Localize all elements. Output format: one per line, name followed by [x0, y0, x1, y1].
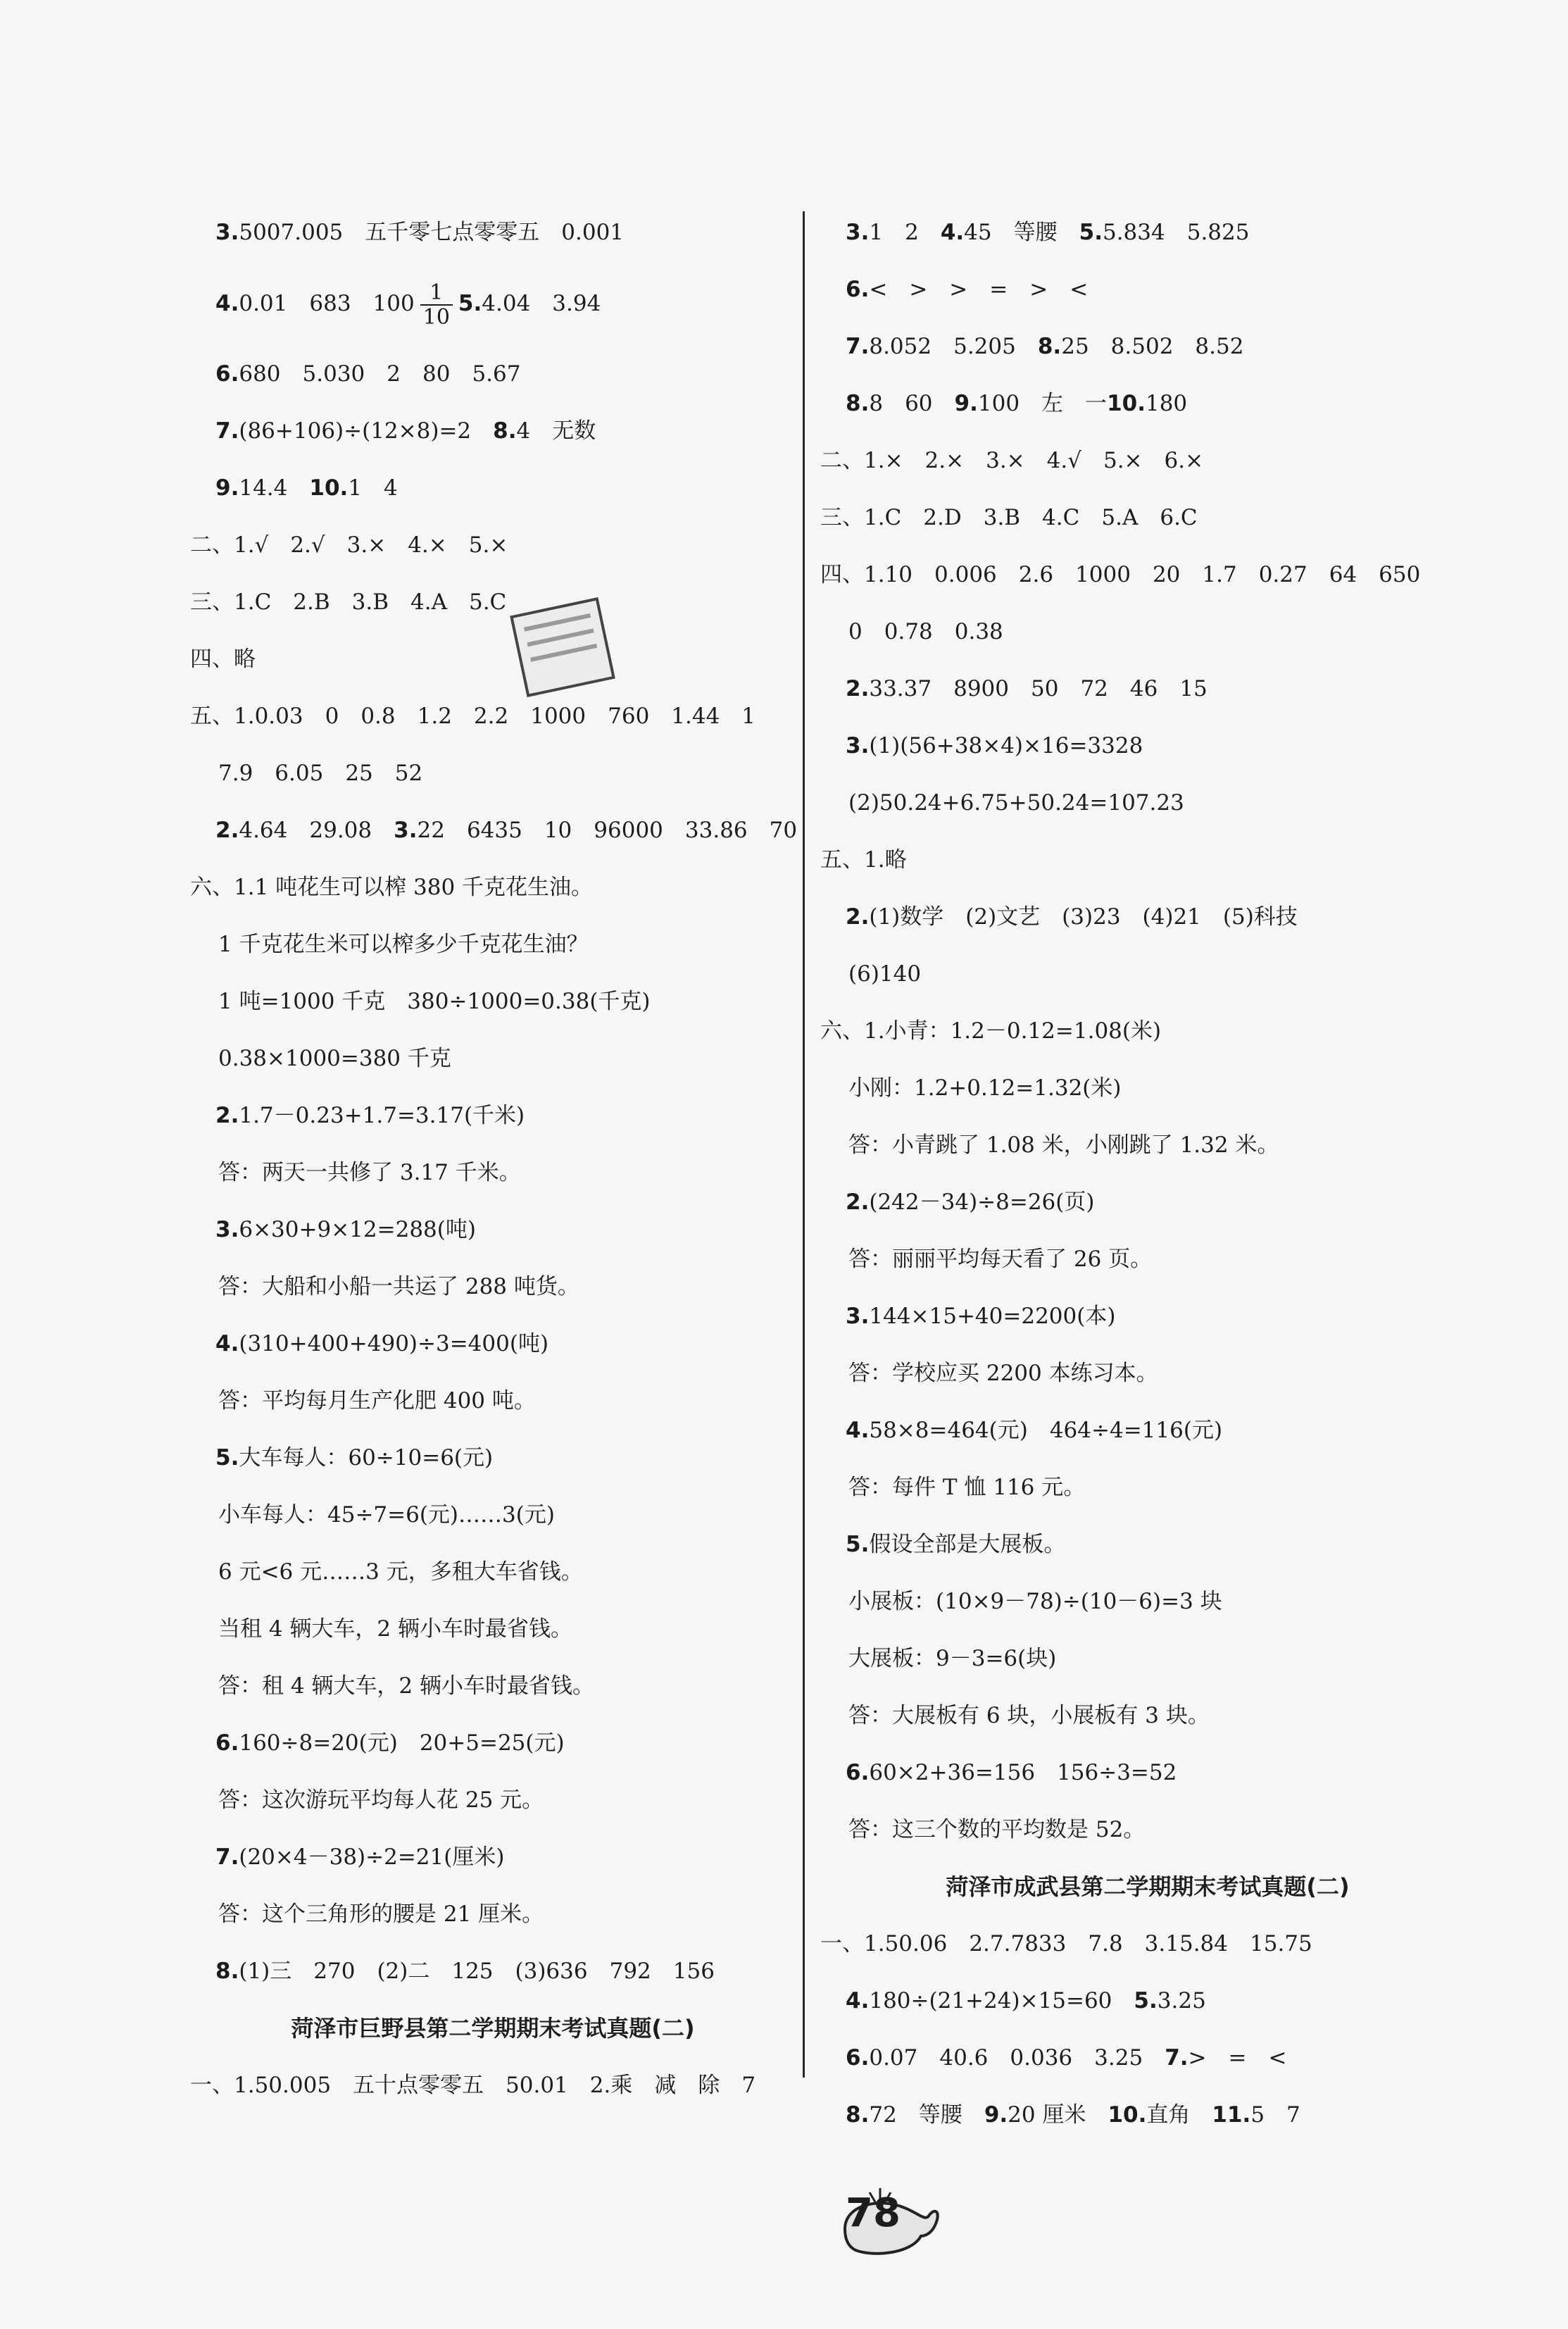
answer-text: 144×15+40=2200(本) — [869, 1304, 1116, 1329]
answer-text: (1)(56+38×4)×16=3328 — [869, 733, 1143, 758]
answer-line — [820, 718, 1475, 775]
answer-line: 1 吨=1000 千克 380÷1000=0.38(千克) — [218, 989, 651, 1014]
answer-line: 答：学校应买 2200 本练习本。 — [848, 1361, 1158, 1386]
answer-text: 8.052 5.205 — [869, 334, 1038, 359]
answer-text: 22 6435 10 96000 33.86 70 — [417, 818, 798, 843]
answer-text: 直角 — [1146, 2102, 1212, 2128]
answer-text: 14.4 — [239, 475, 310, 501]
answer-text: 5007.005 五千零七点零零五 0.001 — [239, 220, 625, 245]
answer-line: 二、1.√ 2.√ 3.× 4.× 5.× — [190, 532, 508, 558]
answer-line — [820, 2030, 1475, 2087]
question-number: 9. — [984, 2102, 1008, 2128]
answer-text: 45 等腰 — [964, 220, 1079, 245]
question-number: 8. — [846, 2102, 870, 2128]
answer-line — [190, 1201, 796, 1259]
answer-line: 答：大展板有 6 块，小展板有 3 块。 — [848, 1703, 1210, 1728]
answer-line: 答：租 4 辆大车，2 辆小车时最省钱。 — [218, 1673, 595, 1699]
answer-line: 三、1.C 2.D 3.B 4.C 5.A 6.C — [820, 505, 1198, 530]
question-number: 6. — [215, 361, 239, 387]
answer-text: 0.01 683 100 — [239, 291, 415, 316]
answer-text: 180÷(21+24)×15=60 — [869, 1988, 1134, 2013]
answer-line: 二、1.× 2.× 3.× 4.√ 5.× 6.× — [820, 448, 1204, 473]
answer-text: (310+400+490)÷3=400(吨) — [239, 1331, 549, 1356]
answer-text: 4.04 3.94 — [482, 291, 601, 316]
answer-line — [820, 1174, 1475, 1231]
answer-text: < > > = > < — [869, 277, 1089, 302]
answer-text: 大车每人：60÷10=6(元) — [239, 1445, 494, 1471]
answer-line — [190, 1430, 796, 1487]
question-number: 4. — [940, 220, 965, 245]
question-number: 11. — [1212, 2102, 1251, 2128]
answer-text: 20 厘米 — [1008, 2102, 1108, 2128]
answer-line — [820, 1744, 1475, 1802]
answer-text: 4 无数 — [516, 418, 596, 444]
answer-text: 58×8=464(元) 464÷4=116(元) — [869, 1418, 1223, 1443]
answer-line: 小刚：1.2+0.12=1.32(米) — [848, 1075, 1122, 1101]
answer-text: 180 — [1145, 391, 1188, 416]
answer-text: 1 4 — [348, 475, 398, 501]
answer-line: 1 千克花生米可以榨多少千克花生油？ — [218, 932, 589, 957]
question-number: 8. — [1037, 334, 1062, 359]
question-number: 9. — [215, 475, 239, 501]
answer-text: (1)三 270 (2)二 125 (3)636 792 156 — [239, 1959, 715, 1984]
left-column — [190, 204, 796, 2114]
answer-line: 小展板：(10×9－78)÷(10－6)=3 块 — [848, 1589, 1222, 1614]
question-number: 3. — [215, 220, 239, 245]
fraction-denominator: 10 — [422, 304, 450, 330]
answer-line: 三、1.C 2.B 3.B 4.A 5.C — [190, 589, 507, 615]
answer-text: (86+106)÷(12×8)=2 — [239, 418, 494, 444]
answer-text: (20×4－38)÷2=21(厘米) — [239, 1844, 505, 1870]
section-title: 菏泽市巨野县第二学期期末考试真题(二) — [291, 2015, 695, 2042]
answer-line: 0.38×1000=380 千克 — [218, 1046, 451, 1071]
answer-line: 四、略 — [190, 647, 256, 672]
answer-line: (6)140 — [848, 961, 922, 987]
answer-line — [190, 261, 796, 346]
answer-line — [820, 1516, 1475, 1573]
answer-text: 假设全部是大展板。 — [869, 1532, 1066, 1557]
answer-line: 0 0.78 0.38 — [848, 619, 1003, 644]
answer-line: 四、1.10 0.006 2.6 1000 20 1.7 0.27 64 650 — [820, 562, 1421, 587]
answer-line: 答：两天一共修了 3.17 千米。 — [218, 1160, 521, 1185]
answer-line — [190, 346, 796, 403]
answer-line: 五、1.0.03 0 0.8 1.2 2.2 1000 760 1.44 1 — [190, 704, 756, 729]
question-number: 5. — [846, 1532, 870, 1557]
answer-line: 答：平均每月生产化肥 400 吨。 — [218, 1388, 536, 1413]
answer-line: (2)50.24+6.75+50.24=107.23 — [848, 790, 1184, 816]
answer-line — [190, 403, 796, 460]
question-number: 5. — [1079, 220, 1103, 245]
answer-line — [820, 1288, 1475, 1345]
question-number: 3. — [846, 220, 870, 245]
answer-text: 8 60 — [869, 391, 955, 416]
question-number: 2. — [215, 1103, 239, 1128]
answer-line — [190, 1829, 796, 1886]
answer-line — [190, 204, 796, 261]
answer-line — [190, 1943, 796, 2000]
answer-text: 1 2 — [869, 220, 941, 245]
answer-text: 100 左 一 — [977, 391, 1108, 416]
answer-line: 当租 4 辆大车，2 辆小车时最省钱。 — [218, 1616, 573, 1642]
fraction-numerator: 1 — [420, 281, 453, 306]
section-title: 菏泽市成武县第二学期期末考试真题(二) — [946, 1873, 1350, 1900]
answer-line — [190, 460, 796, 517]
answer-line: 六、1.1 吨花生可以榨 380 千克花生油。 — [190, 875, 594, 900]
question-number: 7. — [846, 334, 870, 359]
answer-line — [820, 1402, 1475, 1459]
answer-line: 一、1.50.005 五十点零零五 50.01 2.乘 减 除 7 — [190, 2073, 756, 2098]
answer-text: 25 8.502 8.52 — [1061, 334, 1244, 359]
question-number: 5. — [1134, 1988, 1158, 2013]
question-number: 2. — [846, 1190, 870, 1215]
answer-text: 0.07 40.6 0.036 3.25 — [869, 2045, 1165, 2071]
answer-text: 160÷8=20(元) 20+5=25(元) — [239, 1730, 565, 1756]
answer-line — [190, 1087, 796, 1144]
answer-line: 答：每件 T 恤 116 元。 — [848, 1475, 1086, 1500]
question-number: 6. — [846, 2045, 870, 2071]
question-number: 6. — [846, 1760, 870, 1785]
question-number: 9. — [954, 391, 978, 416]
question-number: 2. — [846, 904, 870, 930]
column-divider — [803, 211, 805, 2078]
question-number: 5. — [215, 1445, 239, 1471]
answer-text: 3.25 — [1157, 1988, 1206, 2013]
answer-line: 7.9 6.05 25 52 — [218, 761, 423, 786]
question-number: 8. — [846, 391, 870, 416]
answer-line — [820, 375, 1475, 432]
answer-text: 680 5.030 2 80 5.67 — [239, 361, 521, 387]
question-number: 8. — [215, 1959, 239, 1984]
answer-text: 1.7－0.23+1.7=3.17(千米) — [239, 1103, 525, 1128]
question-number: 2. — [215, 818, 239, 843]
answer-text: 60×2+36=156 156÷3=52 — [869, 1760, 1177, 1785]
question-number: 3. — [394, 818, 418, 843]
answer-line: 答：这个三角形的腰是 21 厘米。 — [218, 1902, 544, 1927]
question-number: 4. — [215, 1331, 239, 1356]
question-number: 3. — [846, 733, 870, 758]
question-number: 8. — [493, 418, 517, 444]
answer-line — [820, 204, 1475, 261]
answer-text: (242－34)÷8=26(页) — [869, 1190, 1095, 1215]
answer-line: 五、1.略 — [820, 847, 907, 873]
answer-line: 小车每人：45÷7=6(元)……3(元) — [218, 1502, 555, 1528]
answer-line: 答：小青跳了 1.08 米，小刚跳了 1.32 米。 — [848, 1132, 1279, 1158]
page-number: 78 — [846, 2190, 901, 2236]
question-number: 7. — [215, 418, 239, 444]
question-number: 4. — [846, 1418, 870, 1443]
answer-line: 一、1.50.06 2.7.7833 7.8 3.15.84 15.75 — [820, 1931, 1312, 1956]
answer-line — [820, 2087, 1475, 2144]
answer-text: 72 等腰 — [869, 2102, 984, 2128]
fraction — [420, 281, 453, 329]
answer-line — [190, 1316, 796, 1373]
answer-line — [190, 802, 796, 859]
question-number: 3. — [215, 1217, 239, 1242]
answer-text: 6×30+9×12=288(吨) — [239, 1217, 476, 1242]
question-number: 7. — [215, 1844, 239, 1870]
answer-text: 4.64 29.08 — [239, 818, 394, 843]
question-number: 10. — [309, 475, 349, 501]
answer-line — [820, 318, 1475, 375]
answer-text: 5 7 — [1250, 2102, 1300, 2128]
question-number: 7. — [1165, 2045, 1188, 2071]
answer-text: 33.37 8900 50 72 46 15 — [869, 676, 1208, 701]
right-column — [820, 204, 1475, 2144]
answer-text: 5.834 5.825 — [1102, 220, 1250, 245]
answer-text: (1)数学 (2)文艺 (3)23 (4)21 (5)科技 — [869, 904, 1298, 930]
question-number: 6. — [215, 1730, 239, 1756]
answer-line — [820, 1973, 1475, 2030]
answer-line: 大展板：9－3=6(块) — [848, 1646, 1057, 1671]
answer-line — [820, 661, 1475, 718]
answer-line: 6 元<6 元……3 元，多租大车省钱。 — [218, 1559, 583, 1585]
question-number: 5. — [458, 291, 482, 316]
answer-line: 答：丽丽平均每天看了 26 页。 — [848, 1247, 1153, 1272]
question-number: 3. — [846, 1304, 870, 1329]
answer-line: 答：大船和小船一共运了 288 吨货。 — [218, 1274, 579, 1299]
answer-text: > = < — [1188, 2045, 1287, 2071]
question-number: 10. — [1107, 391, 1146, 416]
answer-line: 答：这次游玩平均每人花 25 元。 — [218, 1787, 544, 1813]
question-number: 6. — [846, 277, 870, 302]
answer-line — [190, 1715, 796, 1772]
answer-line: 答：这三个数的平均数是 52。 — [848, 1817, 1146, 1842]
answer-line — [820, 889, 1475, 946]
question-number: 4. — [215, 291, 239, 316]
answer-line: 六、1.小青：1.2－0.12=1.08(米) — [820, 1018, 1162, 1044]
question-number: 10. — [1108, 2102, 1147, 2128]
question-number: 4. — [846, 1988, 870, 2013]
answer-line — [820, 261, 1475, 318]
question-number: 2. — [846, 676, 870, 701]
